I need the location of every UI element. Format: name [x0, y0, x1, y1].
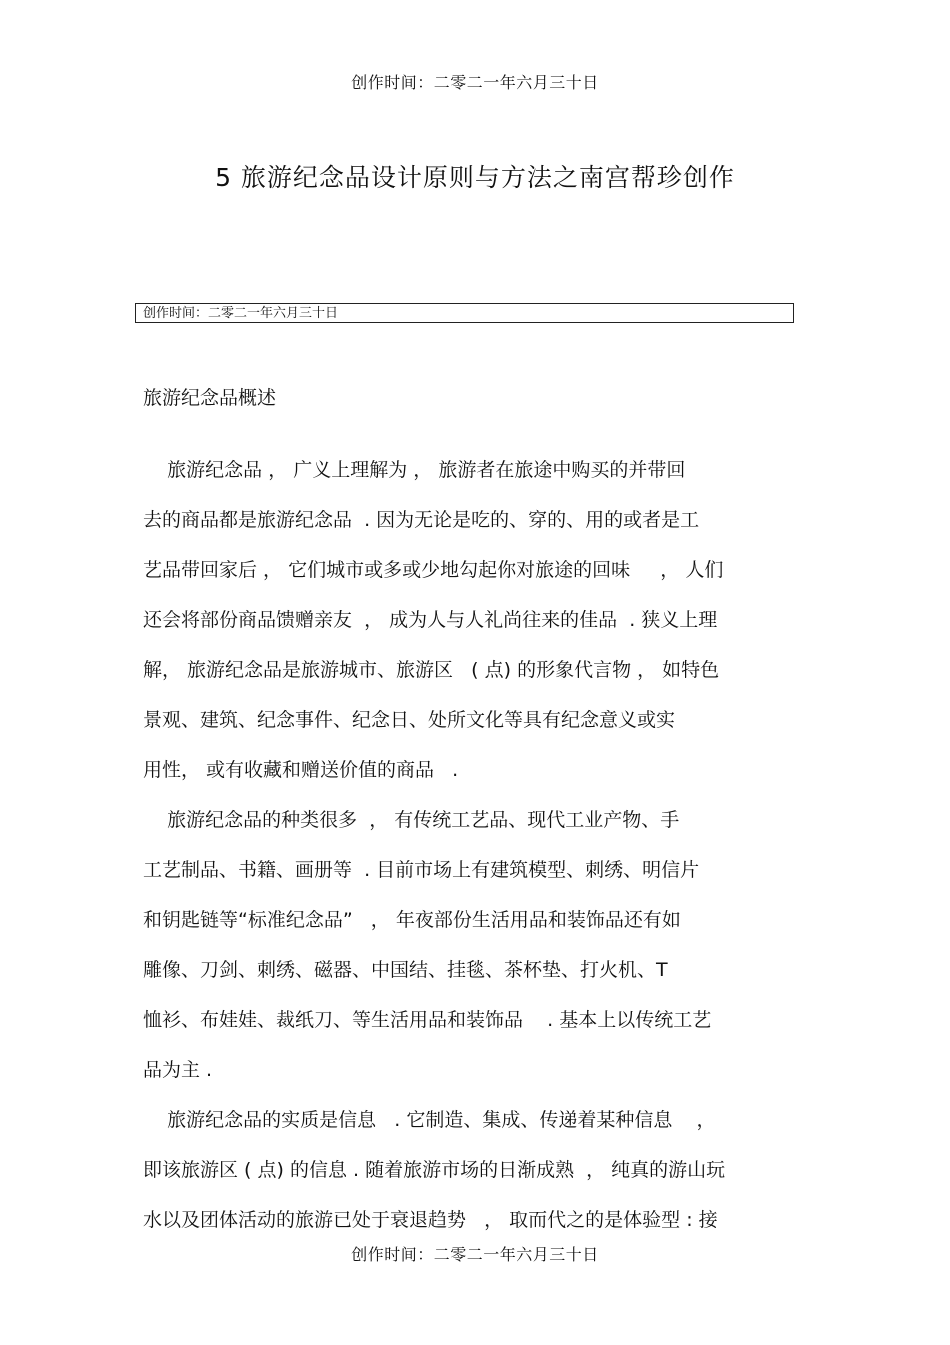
body-line: 艺品带回家后 ， 它们城市或多或少地勾起你对旅途的回味 ， 人们 — [143, 559, 724, 581]
boxed-creation-date: 创作时间：二零二一年六月三十日 — [135, 303, 794, 323]
body-line: 雕像、刀剑、刺绣、磁器、中国结、挂毯、茶杯垫、打火机、T — [143, 959, 668, 981]
body-line: 和钥匙链等“标准纪念品” ， 年夜部份生活用品和装饰品还有如 — [143, 909, 681, 931]
body-line: 水以及团体活动的旅游已处于衰退趋势 ， 取而代之的是体验型 : 接 — [143, 1209, 718, 1231]
page-header: 创作时间：二零二一年六月三十日 — [351, 73, 599, 92]
page-footer: 创作时间：二零二一年六月三十日 — [351, 1245, 599, 1264]
body-line: 还会将部份商品馈赠亲友 ， 成为人与人礼尚往来的佳品 . 狭义上理 — [143, 609, 718, 631]
body-line: 去的商品都是旅游纪念品 . 因为无论是吃的、穿的、用的或者是工 — [143, 509, 700, 531]
body-line: 旅游纪念品的实质是信息 . 它制造、集成、传递着某种信息 ， — [143, 1109, 716, 1131]
body-line: 即该旅游区 ( 点) 的信息 . 随着旅游市场的日渐成熟 ， 纯真的游山玩 — [143, 1159, 726, 1181]
body-line: 工艺制品、书籍、画册等 . 目前市场上有建筑模型、刺绣、明信片 — [143, 859, 700, 881]
section-heading: 旅游纪念品概述 — [143, 387, 277, 409]
body-line: 恤衫、布娃娃、裁纸刀、等生活用品和装饰品 . 基本上以传统工艺 — [143, 1009, 712, 1031]
body-line: 品为主 . — [143, 1059, 213, 1081]
body-line: 解， 旅游纪念品是旅游城市、旅游区 ( 点) 的形象代言物 ， 如特色 — [143, 659, 720, 681]
body-line: 旅游纪念品 ， 广义上理解为 ， 旅游者在旅途中购买的并带回 — [143, 459, 686, 481]
document-title: 5 旅游纪念品设计原则与方法之南宫帮珍创作 — [215, 163, 735, 192]
body-line: 旅游纪念品的种类很多 ， 有传统工艺品、现代工业产物、手 — [143, 809, 680, 831]
body-line: 用性， 或有收藏和赠送价值的商品 . — [143, 759, 459, 781]
body-line: 景观、建筑、纪念事件、纪念日、处所文化等具有纪念意义或实 — [143, 709, 676, 731]
